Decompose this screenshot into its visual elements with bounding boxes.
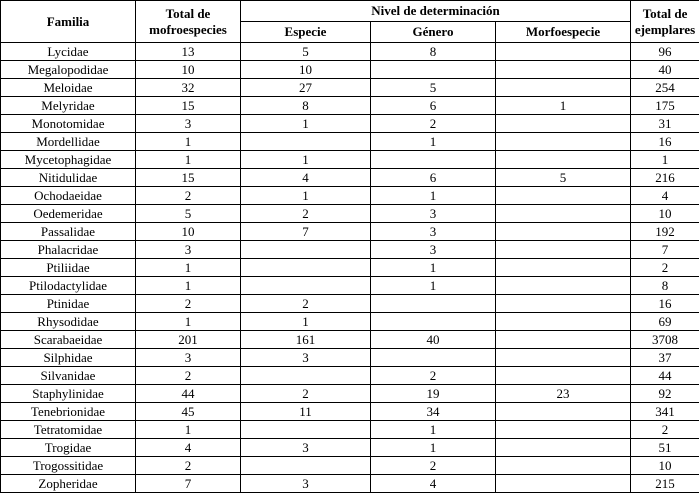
cell-morfoespecie [496,475,631,493]
table-row [1,475,699,493]
cell-morfoespecie [496,43,631,61]
cell-genero: 3 [371,241,496,259]
cell-morfoespecie [496,421,631,439]
cell-especie: 1 [241,313,371,331]
cell-total-morfoespecies: 10 [136,61,241,79]
cell-familia: Monotomidae [1,115,136,133]
cell-familia: Silphidae [1,349,136,367]
cell-familia: Tetratomidae [1,421,136,439]
cell-genero [371,151,496,169]
cell-especie: 2 [241,205,371,223]
cell-familia: Mycetophagidae [1,151,136,169]
cell-familia: Phalacridae [1,241,136,259]
cell-familia: Mordellidae [1,133,136,151]
header-nivel-determinacion: Nivel de determinación [241,1,631,22]
table-row [1,457,699,475]
cell-total-morfoespecies: 3 [136,115,241,133]
cell-especie: 8 [241,97,371,115]
cell-especie: 3 [241,349,371,367]
cell-total-morfoespecies: 1 [136,277,241,295]
cell-morfoespecie [496,61,631,79]
cell-total-ejemplares: 2 [631,421,699,439]
table-row [1,61,699,79]
table-row [1,79,699,97]
cell-total-morfoespecies: 3 [136,241,241,259]
cell-total-ejemplares: 96 [631,43,699,61]
cell-total-ejemplares: 40 [631,61,699,79]
table-row [1,169,699,187]
cell-genero [371,61,496,79]
cell-morfoespecie [496,205,631,223]
cell-familia: Ochodaeidae [1,187,136,205]
table-row [1,187,699,205]
table-row [1,205,699,223]
cell-familia: Nitidulidae [1,169,136,187]
table-row [1,115,699,133]
cell-morfoespecie [496,457,631,475]
cell-familia: Silvanidae [1,367,136,385]
table-row [1,385,699,403]
cell-morfoespecie [496,295,631,313]
cell-familia: Scarabaeidae [1,331,136,349]
cell-total-ejemplares: 175 [631,97,699,115]
cell-total-morfoespecies: 10 [136,223,241,241]
cell-total-ejemplares: 1 [631,151,699,169]
header-total-ejemplares: Total de ejemplares [631,1,699,43]
header-row-1 [1,1,699,22]
cell-total-ejemplares: 10 [631,457,699,475]
cell-genero: 19 [371,385,496,403]
cell-total-ejemplares: 16 [631,133,699,151]
cell-especie [241,457,371,475]
cell-total-morfoespecies: 201 [136,331,241,349]
cell-total-ejemplares: 10 [631,205,699,223]
cell-familia: Passalidae [1,223,136,241]
cell-morfoespecie [496,187,631,205]
cell-morfoespecie [496,331,631,349]
cell-morfoespecie [496,223,631,241]
cell-especie: 27 [241,79,371,97]
cell-especie: 1 [241,187,371,205]
cell-genero [371,349,496,367]
cell-total-ejemplares: 254 [631,79,699,97]
cell-morfoespecie [496,367,631,385]
cell-total-ejemplares: 216 [631,169,699,187]
table-body [1,43,699,493]
cell-total-morfoespecies: 13 [136,43,241,61]
cell-total-morfoespecies: 2 [136,367,241,385]
cell-total-ejemplares: 7 [631,241,699,259]
cell-total-ejemplares: 8 [631,277,699,295]
cell-total-ejemplares: 69 [631,313,699,331]
table-row [1,241,699,259]
header-total-morfoespecies: Total de mofroespecies [136,1,241,43]
cell-familia: Rhysodidae [1,313,136,331]
cell-total-morfoespecies: 3 [136,349,241,367]
cell-especie: 2 [241,385,371,403]
table-row [1,277,699,295]
cell-morfoespecie [496,349,631,367]
cell-morfoespecie [496,313,631,331]
cell-especie [241,367,371,385]
cell-genero [371,313,496,331]
cell-especie [241,133,371,151]
cell-especie [241,241,371,259]
cell-especie [241,421,371,439]
cell-especie: 11 [241,403,371,421]
cell-genero: 1 [371,133,496,151]
cell-familia: Meloidae [1,79,136,97]
table-row [1,331,699,349]
table-row [1,133,699,151]
table-row [1,259,699,277]
cell-total-morfoespecies: 5 [136,205,241,223]
cell-morfoespecie [496,79,631,97]
table-row [1,439,699,457]
table-row [1,43,699,61]
cell-familia: Zopheridae [1,475,136,493]
cell-genero: 40 [371,331,496,349]
header-familia: Familia [1,1,136,43]
cell-morfoespecie [496,241,631,259]
cell-genero: 3 [371,205,496,223]
cell-genero: 2 [371,457,496,475]
cell-genero: 1 [371,259,496,277]
cell-morfoespecie [496,403,631,421]
cell-total-ejemplares: 92 [631,385,699,403]
cell-morfoespecie [496,151,631,169]
cell-genero: 6 [371,97,496,115]
cell-especie: 1 [241,115,371,133]
cell-total-morfoespecies: 4 [136,439,241,457]
cell-especie: 2 [241,295,371,313]
cell-total-morfoespecies: 1 [136,133,241,151]
cell-total-morfoespecies: 44 [136,385,241,403]
cell-familia: Trogidae [1,439,136,457]
table-row [1,151,699,169]
cell-total-morfoespecies: 15 [136,169,241,187]
cell-genero: 1 [371,439,496,457]
cell-morfoespecie [496,439,631,457]
cell-total-ejemplares: 44 [631,367,699,385]
cell-total-morfoespecies: 32 [136,79,241,97]
cell-especie: 5 [241,43,371,61]
cell-total-ejemplares: 4 [631,187,699,205]
cell-especie: 4 [241,169,371,187]
cell-genero: 1 [371,421,496,439]
table-row [1,223,699,241]
cell-total-morfoespecies: 1 [136,421,241,439]
cell-total-morfoespecies: 15 [136,97,241,115]
header-genero: Género [371,22,496,43]
header-especie: Especie [241,22,371,43]
table-row [1,421,699,439]
cell-total-morfoespecies: 45 [136,403,241,421]
cell-total-ejemplares: 2 [631,259,699,277]
cell-total-morfoespecies: 2 [136,187,241,205]
cell-familia: Megalopodidae [1,61,136,79]
table-row [1,349,699,367]
cell-familia: Oedemeridae [1,205,136,223]
cell-total-ejemplares: 31 [631,115,699,133]
cell-total-ejemplares: 37 [631,349,699,367]
cell-morfoespecie [496,115,631,133]
cell-total-morfoespecies: 2 [136,295,241,313]
cell-total-ejemplares: 341 [631,403,699,421]
cell-familia: Trogossitidae [1,457,136,475]
cell-morfoespecie: 23 [496,385,631,403]
cell-familia: Melyridae [1,97,136,115]
cell-especie: 7 [241,223,371,241]
cell-total-morfoespecies: 1 [136,313,241,331]
cell-familia: Ptilodactylidae [1,277,136,295]
cell-genero: 2 [371,367,496,385]
cell-especie: 3 [241,475,371,493]
cell-familia: Staphylinidae [1,385,136,403]
cell-familia: Tenebrionidae [1,403,136,421]
table-row [1,403,699,421]
cell-morfoespecie: 1 [496,97,631,115]
cell-especie: 1 [241,151,371,169]
cell-genero: 1 [371,187,496,205]
cell-total-morfoespecies: 7 [136,475,241,493]
cell-genero: 1 [371,277,496,295]
cell-morfoespecie [496,259,631,277]
cell-total-morfoespecies: 1 [136,259,241,277]
cell-genero [371,295,496,313]
cell-especie: 161 [241,331,371,349]
cell-genero: 6 [371,169,496,187]
table-row [1,295,699,313]
cell-especie: 3 [241,439,371,457]
cell-genero: 5 [371,79,496,97]
table-row [1,367,699,385]
cell-morfoespecie: 5 [496,169,631,187]
table-row [1,97,699,115]
cell-total-morfoespecies: 2 [136,457,241,475]
cell-especie [241,277,371,295]
cell-especie: 10 [241,61,371,79]
cell-total-ejemplares: 192 [631,223,699,241]
cell-morfoespecie [496,277,631,295]
table-row [1,313,699,331]
cell-total-ejemplares: 51 [631,439,699,457]
cell-familia: Ptinidae [1,295,136,313]
cell-morfoespecie [496,133,631,151]
header-morfoespecie: Morfoespecie [496,22,631,43]
cell-familia: Ptiliidae [1,259,136,277]
cell-total-ejemplares: 16 [631,295,699,313]
cell-genero: 34 [371,403,496,421]
cell-total-ejemplares: 3708 [631,331,699,349]
cell-genero: 4 [371,475,496,493]
cell-genero: 8 [371,43,496,61]
cell-total-morfoespecies: 1 [136,151,241,169]
cell-especie [241,259,371,277]
cell-genero: 3 [371,223,496,241]
cell-genero: 2 [371,115,496,133]
cell-familia: Lycidae [1,43,136,61]
cell-total-ejemplares: 215 [631,475,699,493]
